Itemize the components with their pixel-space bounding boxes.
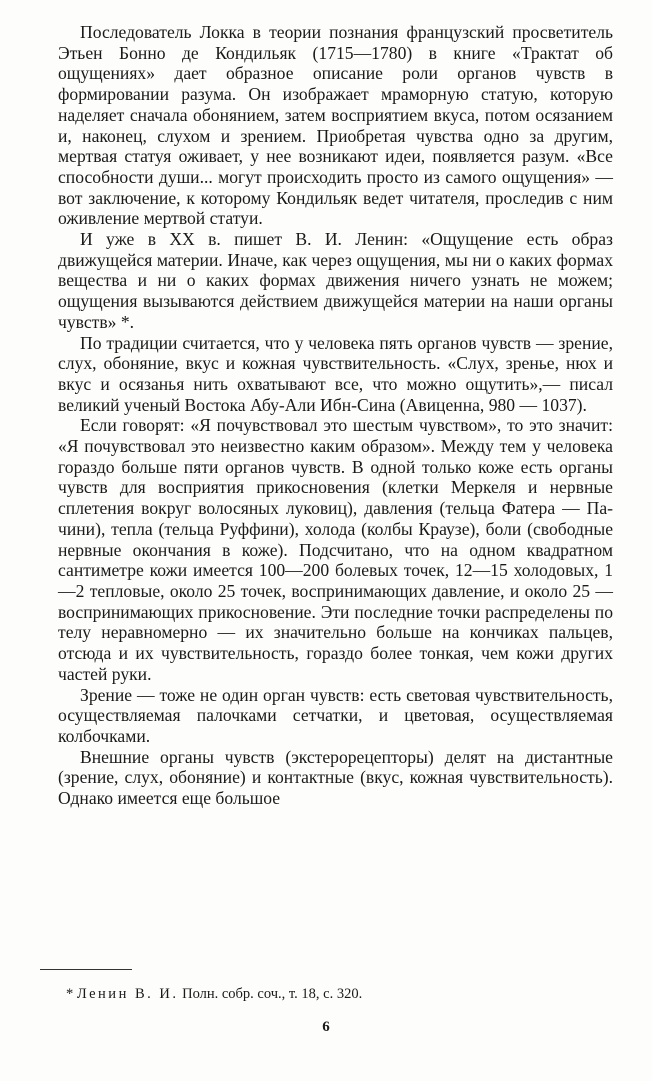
footnote-marker: * (66, 986, 74, 1002)
paragraph-condillac: Последователь Локка в теории познания французский просветитель Этьен Бонно де Кондильяк (1715—1780) в книге «Трактат об ощущениях» дает образное описание роли органов чувств в формировании разума. Он изображает мраморную статую, которую наделяет сначала обонянием, затем восприятием вкуса, потом осязанием и, наконец, слухом и зрением. Приобретая чувства одно за другим, мертвая статуя оживает, у нее возникают идеи, появляется разум. «Все способности души... могут происходить просто из самого ощущения» — вот заключение, к которому Кондильяк ведет читателя, проследив с ним оживление мертвой статуи. (58, 22, 613, 229)
paragraph-skin-receptors: Если говорят: «Я почувствовал это шестым чувством», то это значит: «Я почувствовал это неизвестно каким образом». Между тем у человека гораздо больше пяти органов чувств. В одной только коже есть органы чувств для восприятия прикосновения (клетки Меркеля и нервные сплетения вокруг волосяных луковиц), давления (тельца Фатера — Пачини), тепла (тельца Руффини), холода (колбы Краузе), боли (свободные нервные окончания в коже). Подсчитано, что на одном квадратном сантиметре кожи имеется 100—200 болевых точек, 12—15 холодовых, 1—2 тепловые, около 25 точек, воспринимающих давление, и около 25 — воспринимающих прикосновение. Эти последние точки распределены по телу неравномерно — их значительно больше на кончиках пальцев, отсюда и их чувствительность, гораздо более тонкая, чем кожи других частей руки. (58, 415, 613, 684)
paragraph-vision: Зрение — тоже не один орган чувств: есть световая чувствительность, осуществляемая палочками сетчатки, и цветовая, осуществляемая колбочками. (58, 684, 613, 746)
footnote (66, 985, 596, 1003)
footnote-divider (40, 969, 132, 970)
footnote-citation: Полн. собр. соч., т. 18, с. 320. (182, 986, 363, 1002)
paragraph-lenin-quote: И уже в XX в. пишет В. И. Ленин: «Ощущение есть образ движущейся материи. Иначе, как через ощущения, мы ни о каких формах вещества и ни о каких формах движения ничего узнать не можем; ощущения вызываются действием движущейся материи на наши органы чувств» *. (58, 229, 613, 332)
page-number: 6 (322, 1019, 330, 1035)
paragraph-five-senses: По традиции считается, что у человека пять органов чувств — зрение, слух, обоняние, вкус и кожная чувствительность. «Слух, зренье, нюх и вкус и осязанья нить охватывают все, что можно ощутить»,— писал великий ученый Востока Абу-Али Ибн-Сина (Авиценна, 980 — 1037). (58, 332, 613, 415)
paragraph-exteroceptors: Внешние органы чувств (экстерорецепторы) делят на дистантные (зрение, слух, обоняние) и контактные (вкус, кожная чувствительность). Однако имеется еще большое (58, 746, 613, 809)
body-text (58, 22, 613, 809)
footnote-author: Ленин В. И. (76, 986, 179, 1002)
